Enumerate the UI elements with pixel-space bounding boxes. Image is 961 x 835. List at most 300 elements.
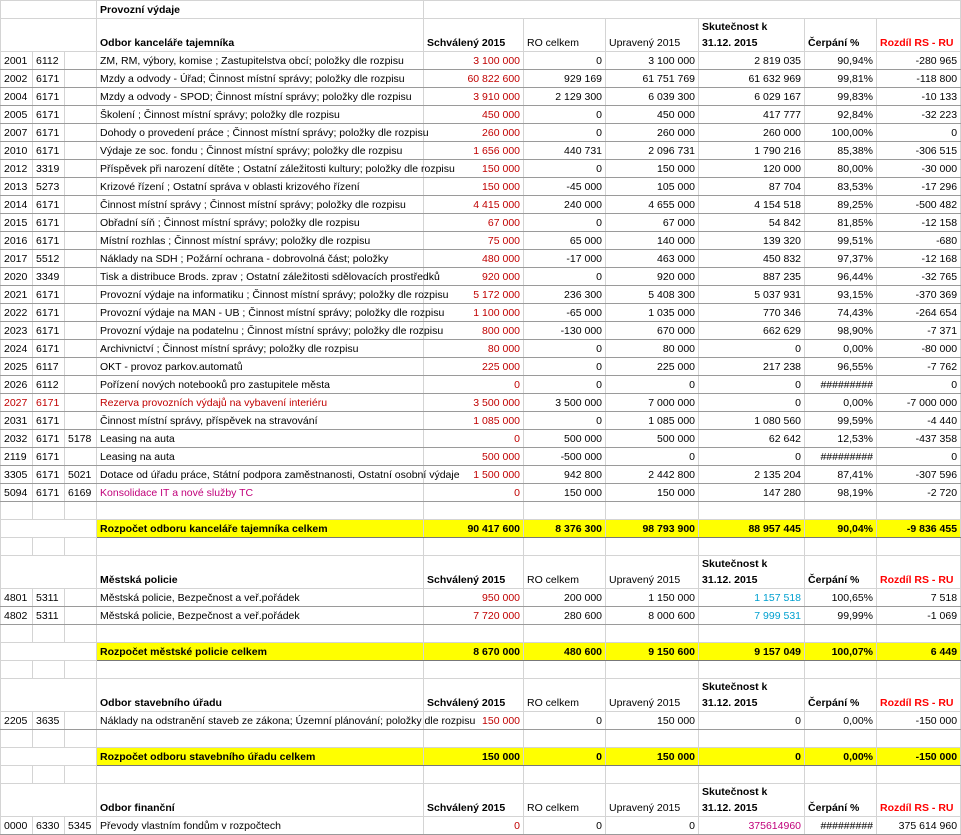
empty-cell (65, 766, 97, 784)
header-row (1, 572, 961, 589)
code-c (65, 160, 97, 178)
value-ro: 942 800 (524, 466, 606, 484)
value-skutecnost: 120 000 (699, 160, 805, 178)
table-row (1, 712, 961, 730)
code-a: 2024 (1, 340, 33, 358)
header-row-top (1, 556, 961, 573)
code-b: 6171 (33, 484, 65, 502)
empty-cell (606, 766, 699, 784)
code-a: 2027 (1, 394, 33, 412)
value-schvaleny: 260 000 (424, 124, 524, 142)
header-schvaleny: Schválený 2015 (424, 572, 524, 589)
empty-cell (524, 766, 606, 784)
empty-cell (1, 730, 33, 748)
value-ro: -65 000 (524, 304, 606, 322)
value-upraveny: 150 000 (606, 484, 699, 502)
table-row (1, 52, 961, 70)
code-c (65, 448, 97, 466)
table-row (1, 304, 961, 322)
cell (524, 556, 606, 573)
cell (424, 556, 524, 573)
value-rozdil: -437 358 (877, 430, 961, 448)
empty-cell (65, 538, 97, 556)
value-schvaleny: 60 822 600 (424, 70, 524, 88)
value-rozdil: -307 596 (877, 466, 961, 484)
value-upraveny: 0 (606, 817, 699, 835)
value-schvaleny: 7 720 000 (424, 607, 524, 625)
table-row (1, 430, 961, 448)
code-b: 6171 (33, 286, 65, 304)
value-cerpani: 93,15% (805, 286, 877, 304)
value-ro: -130 000 (524, 322, 606, 340)
code-a: 3305 (1, 466, 33, 484)
cell (97, 19, 424, 36)
value-rozdil: 375 614 960 (877, 817, 961, 835)
value-skutecnost: 1 080 560 (699, 412, 805, 430)
value-skutecnost: 4 154 518 (699, 196, 805, 214)
item-name: Činnost místní správy, příspěvek na stravování (97, 412, 424, 430)
empty-cell (877, 766, 961, 784)
empty-cell (424, 730, 524, 748)
value-cerpani: 12,53% (805, 430, 877, 448)
header-ro-celkem: RO celkem (524, 695, 606, 712)
header-skutecnost-date: 31.12. 2015 (699, 695, 805, 712)
total-cerpani: 90,04% (805, 520, 877, 538)
value-ro: -45 000 (524, 178, 606, 196)
value-skutecnost: 662 629 (699, 322, 805, 340)
total-label: Rozpočet odboru kanceláře tajemníka celkem (97, 520, 424, 538)
item-name: Tisk a distribuce Brods. zprav ; Ostatní záležitosti sdělovacích prostředků (97, 268, 424, 286)
code-c (65, 52, 97, 70)
item-name: Provozní výdaje na MAN - UB ; Činnost místní správy; položky dle rozpisu (97, 304, 424, 322)
header-schvaleny: Schválený 2015 (424, 35, 524, 52)
value-rozdil: -370 369 (877, 286, 961, 304)
value-rozdil: 0 (877, 448, 961, 466)
value-upraveny: 67 000 (606, 214, 699, 232)
value-rozdil: -280 965 (877, 52, 961, 70)
total-row (1, 643, 961, 661)
header-rozdil: Rozdíl RS - RU (877, 572, 961, 589)
header-ro-celkem: RO celkem (524, 572, 606, 589)
value-upraveny: 225 000 (606, 358, 699, 376)
code-c (65, 322, 97, 340)
code-c: 5178 (65, 430, 97, 448)
cell (97, 784, 424, 801)
code-b: 6171 (33, 106, 65, 124)
value-rozdil: -2 720 (877, 484, 961, 502)
value-ro: 500 000 (524, 430, 606, 448)
value-ro: 236 300 (524, 286, 606, 304)
code-b: 6330 (33, 817, 65, 835)
code-c (65, 196, 97, 214)
cell (424, 679, 524, 696)
table-row (1, 322, 961, 340)
total-ro: 0 (524, 748, 606, 766)
value-skutecnost: 62 642 (699, 430, 805, 448)
value-skutecnost: 54 842 (699, 214, 805, 232)
table-row (1, 250, 961, 268)
table-row (1, 358, 961, 376)
code-b: 5512 (33, 250, 65, 268)
cell (1, 679, 97, 696)
header-skutecnost: Skutečnost k (699, 556, 805, 573)
empty-cell (1, 661, 33, 679)
item-name: Obřadní síň ; Činnost místní správy; položky dle rozpisu (97, 214, 424, 232)
code-c (65, 376, 97, 394)
code-b: 6171 (33, 322, 65, 340)
header-skutecnost: Skutečnost k (699, 679, 805, 696)
value-upraveny: 61 751 769 (606, 70, 699, 88)
value-upraveny: 150 000 (606, 160, 699, 178)
empty-cell (524, 625, 606, 643)
empty-cell (65, 730, 97, 748)
total-row (1, 748, 961, 766)
empty-cell (699, 502, 805, 520)
code-b: 3319 (33, 160, 65, 178)
code-a: 2021 (1, 286, 33, 304)
value-cerpani: 99,99% (805, 607, 877, 625)
code-c: 6169 (65, 484, 97, 502)
code-a: 2119 (1, 448, 33, 466)
empty-cell (33, 766, 65, 784)
code-c (65, 394, 97, 412)
value-rozdil: -264 654 (877, 304, 961, 322)
value-upraveny: 670 000 (606, 322, 699, 340)
value-ro: 240 000 (524, 196, 606, 214)
empty-cell (33, 502, 65, 520)
value-schvaleny: 950 000 (424, 589, 524, 607)
empty-cell (699, 766, 805, 784)
code-a: 2010 (1, 142, 33, 160)
code-c (65, 214, 97, 232)
value-upraveny: 7 000 000 (606, 394, 699, 412)
value-upraveny: 450 000 (606, 106, 699, 124)
item-name: Mzdy a odvody - SPOD; Činnost místní správy; položky dle rozpisu (97, 88, 424, 106)
total-skutecnost: 88 957 445 (699, 520, 805, 538)
empty-cell (606, 538, 699, 556)
header-row-top (1, 19, 961, 36)
value-schvaleny: 150 000 (424, 712, 524, 730)
code-c: 5021 (65, 466, 97, 484)
code-b: 6171 (33, 394, 65, 412)
value-cerpani: 89,25% (805, 196, 877, 214)
empty-cell (424, 661, 524, 679)
value-cerpani: 0,00% (805, 712, 877, 730)
empty-cell (424, 502, 524, 520)
item-name: Převody vlastním fondům v rozpočtech (97, 817, 424, 835)
header-skutecnost: Skutečnost k (699, 19, 805, 36)
empty-cell (65, 625, 97, 643)
section-title: Provozní výdaje (97, 1, 424, 19)
table-row (1, 142, 961, 160)
value-upraveny: 2 096 731 (606, 142, 699, 160)
empty-cell (877, 502, 961, 520)
code-a: 2205 (1, 712, 33, 730)
value-upraveny: 1 085 000 (606, 412, 699, 430)
value-upraveny: 1 035 000 (606, 304, 699, 322)
total-label: Rozpočet městské policie celkem (97, 643, 424, 661)
empty-cell (699, 538, 805, 556)
value-upraveny: 3 100 000 (606, 52, 699, 70)
code-c (65, 268, 97, 286)
empty-cell (97, 730, 424, 748)
code-a: 2007 (1, 124, 33, 142)
value-upraveny: 260 000 (606, 124, 699, 142)
code-b: 3349 (33, 268, 65, 286)
table-row (1, 70, 961, 88)
code-c (65, 70, 97, 88)
item-name: Krizové řízení ; Ostatní správa v oblasti krizového řízení (97, 178, 424, 196)
cell (805, 784, 877, 801)
empty-cell (805, 502, 877, 520)
value-cerpani: 0,00% (805, 394, 877, 412)
total-code (1, 748, 97, 766)
value-ro: 0 (524, 52, 606, 70)
code-b: 6112 (33, 52, 65, 70)
header-row (1, 695, 961, 712)
value-skutecnost: 5 037 931 (699, 286, 805, 304)
item-name: Výdaje ze soc. fondu ; Činnost místní správy; položky dle rozpisu (97, 142, 424, 160)
empty-cell (97, 502, 424, 520)
header-skutecnost: Skutečnost k (699, 784, 805, 801)
header-skutecnost-date: 31.12. 2015 (699, 800, 805, 817)
item-name: Archivnictví ; Činnost místní správy; položky dle rozpisu (97, 340, 424, 358)
value-upraveny: 105 000 (606, 178, 699, 196)
value-rozdil: -500 482 (877, 196, 961, 214)
header-row (1, 35, 961, 52)
table-row (1, 466, 961, 484)
value-ro: 3 500 000 (524, 394, 606, 412)
cell (606, 679, 699, 696)
empty-cell (424, 538, 524, 556)
empty-cell (33, 538, 65, 556)
value-schvaleny: 0 (424, 484, 524, 502)
total-schvaleny: 150 000 (424, 748, 524, 766)
value-rozdil: 0 (877, 124, 961, 142)
value-rozdil: -32 223 (877, 106, 961, 124)
item-name: Konsolidace IT a nové služby TC (97, 484, 424, 502)
code-b: 6171 (33, 412, 65, 430)
item-name: Leasing na auta (97, 430, 424, 448)
value-rozdil: 7 518 (877, 589, 961, 607)
code-a: 2004 (1, 88, 33, 106)
value-rozdil: -10 133 (877, 88, 961, 106)
value-cerpani: 98,19% (805, 484, 877, 502)
table-row (1, 394, 961, 412)
value-skutecnost: 0 (699, 376, 805, 394)
gap-row (1, 625, 961, 643)
code-c (65, 412, 97, 430)
header-upraveny: Upravený 2015 (606, 572, 699, 589)
empty-cell (805, 766, 877, 784)
header-row (1, 800, 961, 817)
empty-cell (877, 730, 961, 748)
code-a: 2002 (1, 70, 33, 88)
code-c (65, 340, 97, 358)
item-name: Leasing na auta (97, 448, 424, 466)
code-c (65, 232, 97, 250)
code-a: 0000 (1, 817, 33, 835)
code-b: 6171 (33, 466, 65, 484)
code-a: 2001 (1, 52, 33, 70)
total-cerpani: 100,07% (805, 643, 877, 661)
cell (524, 19, 606, 36)
code-b: 6171 (33, 304, 65, 322)
cell (805, 19, 877, 36)
cell (1, 784, 97, 801)
value-upraveny: 8 000 600 (606, 607, 699, 625)
empty-cell (1, 538, 33, 556)
value-upraveny: 80 000 (606, 340, 699, 358)
value-cerpani: 90,94% (805, 52, 877, 70)
total-row (1, 520, 961, 538)
value-cerpani: 98,90% (805, 322, 877, 340)
code-b: 6171 (33, 340, 65, 358)
spacer-row (1, 661, 961, 679)
value-schvaleny: 150 000 (424, 160, 524, 178)
value-upraveny: 500 000 (606, 430, 699, 448)
total-ro: 8 376 300 (524, 520, 606, 538)
value-skutecnost: 7 999 531 (699, 607, 805, 625)
value-ro: 440 731 (524, 142, 606, 160)
value-schvaleny: 0 (424, 817, 524, 835)
code-b: 6171 (33, 430, 65, 448)
section-subtitle: Městská policie (97, 572, 424, 589)
empty-cell (424, 625, 524, 643)
empty-cell (524, 730, 606, 748)
empty-cell (97, 661, 424, 679)
value-cerpani: 83,53% (805, 178, 877, 196)
cell (524, 784, 606, 801)
total-code (1, 643, 97, 661)
header-cerpani: Čerpání % (805, 572, 877, 589)
code-c: 5345 (65, 817, 97, 835)
value-skutecnost: 450 832 (699, 250, 805, 268)
code-c (65, 286, 97, 304)
value-schvaleny: 1 100 000 (424, 304, 524, 322)
cell (1, 35, 97, 52)
cell (606, 19, 699, 36)
value-schvaleny: 80 000 (424, 340, 524, 358)
item-name: Rezerva provozních výdajů na vybavení interiéru (97, 394, 424, 412)
empty-cell (606, 502, 699, 520)
code-b: 5311 (33, 607, 65, 625)
value-rozdil: -80 000 (877, 340, 961, 358)
value-ro: 200 000 (524, 589, 606, 607)
value-skutecnost: 887 235 (699, 268, 805, 286)
cell (1, 572, 97, 589)
cell (877, 784, 961, 801)
value-skutecnost: 1 157 518 (699, 589, 805, 607)
value-rozdil: -7 000 000 (877, 394, 961, 412)
value-skutecnost: 147 280 (699, 484, 805, 502)
table-row (1, 214, 961, 232)
code-c (65, 142, 97, 160)
value-schvaleny: 800 000 (424, 322, 524, 340)
item-name: ZM, RM, výbory, komise ; Zastupitelstva obcí; položky dle rozpisu (97, 52, 424, 70)
cell (424, 19, 524, 36)
empty-cell (877, 538, 961, 556)
value-schvaleny: 3 910 000 (424, 88, 524, 106)
value-skutecnost: 61 632 969 (699, 70, 805, 88)
table-row (1, 88, 961, 106)
code-c (65, 304, 97, 322)
value-skutecnost: 87 704 (699, 178, 805, 196)
value-cerpani: 74,43% (805, 304, 877, 322)
value-upraveny: 5 408 300 (606, 286, 699, 304)
code-b: 6171 (33, 142, 65, 160)
item-name: Městská policie, Bezpečnost a veř.pořádek (97, 589, 424, 607)
table-row (1, 124, 961, 142)
value-cerpani: 81,85% (805, 214, 877, 232)
value-cerpani: 87,41% (805, 466, 877, 484)
table-row (1, 589, 961, 607)
code-a: 2026 (1, 376, 33, 394)
code-b: 6112 (33, 376, 65, 394)
empty-cell (1, 502, 33, 520)
value-cerpani: 96,44% (805, 268, 877, 286)
value-rozdil: -118 800 (877, 70, 961, 88)
table-row (1, 817, 961, 835)
table-row (1, 286, 961, 304)
item-name: Místní rozhlas ; Činnost místní správy; položky dle rozpisu (97, 232, 424, 250)
cell (1, 19, 97, 36)
cell (1, 556, 97, 573)
cell (877, 679, 961, 696)
header-cerpani: Čerpání % (805, 800, 877, 817)
empty-cell (606, 661, 699, 679)
code-a: 5094 (1, 484, 33, 502)
item-name: Příspěvek při narození dítěte ; Ostatní záležitosti kultury; položky dle rozpisu (97, 160, 424, 178)
total-upraveny: 98 793 900 (606, 520, 699, 538)
total-schvaleny: 8 670 000 (424, 643, 524, 661)
value-cerpani: ######### (805, 817, 877, 835)
value-cerpani: 0,00% (805, 340, 877, 358)
value-ro: 0 (524, 106, 606, 124)
value-skutecnost: 260 000 (699, 124, 805, 142)
table-row (1, 484, 961, 502)
value-upraveny: 463 000 (606, 250, 699, 268)
header-upraveny: Upravený 2015 (606, 695, 699, 712)
total-upraveny: 9 150 600 (606, 643, 699, 661)
value-schvaleny: 3 500 000 (424, 394, 524, 412)
table-row (1, 196, 961, 214)
table-row (1, 232, 961, 250)
value-skutecnost: 0 (699, 340, 805, 358)
code-c (65, 178, 97, 196)
header-upraveny: Upravený 2015 (606, 35, 699, 52)
value-upraveny: 150 000 (606, 712, 699, 730)
cell (805, 556, 877, 573)
header-rozdil: Rozdíl RS - RU (877, 35, 961, 52)
value-schvaleny: 500 000 (424, 448, 524, 466)
value-ro: 0 (524, 124, 606, 142)
value-rozdil: -12 158 (877, 214, 961, 232)
code-a: 2016 (1, 232, 33, 250)
value-ro: 0 (524, 376, 606, 394)
value-schvaleny: 0 (424, 430, 524, 448)
total-schvaleny: 90 417 600 (424, 520, 524, 538)
cell (877, 19, 961, 36)
code-a: 2012 (1, 160, 33, 178)
table-row (1, 607, 961, 625)
value-skutecnost: 217 238 (699, 358, 805, 376)
code-a: 2005 (1, 106, 33, 124)
value-schvaleny: 150 000 (424, 178, 524, 196)
table-row (1, 106, 961, 124)
code-a: 2022 (1, 304, 33, 322)
header-schvaleny: Schválený 2015 (424, 800, 524, 817)
